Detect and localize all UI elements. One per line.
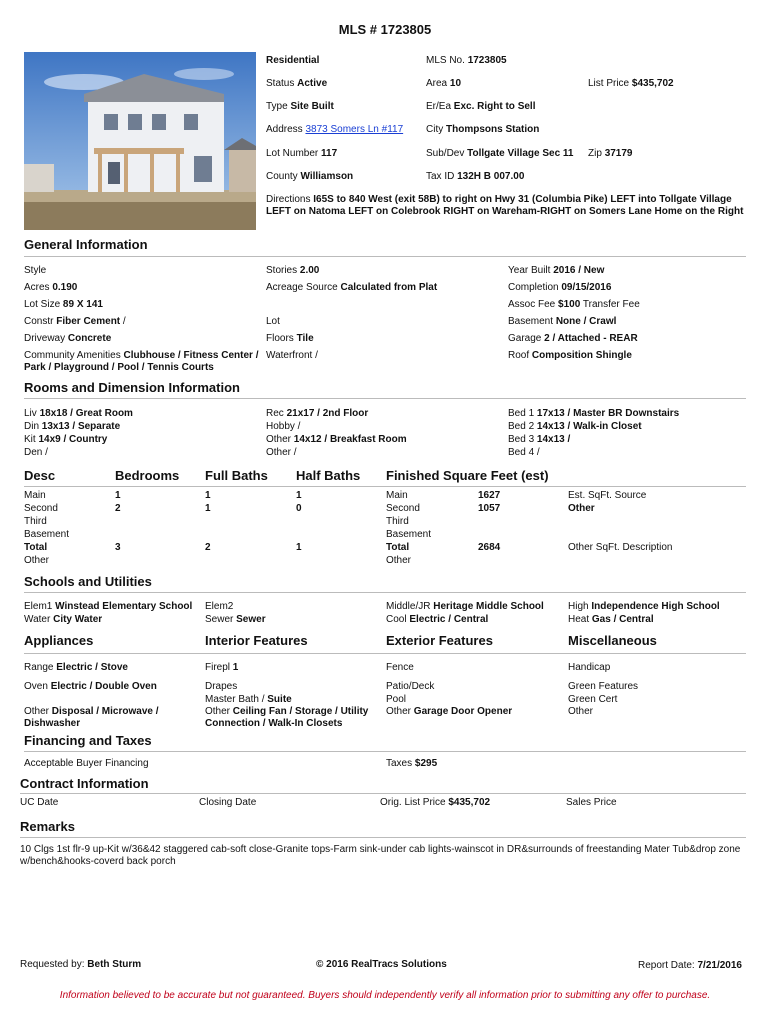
elem1 (24, 601, 192, 612)
bed2-label: Bed 2 (508, 421, 535, 432)
room-bed1 (508, 408, 679, 419)
other-label: Other (266, 434, 292, 445)
acres (24, 282, 77, 293)
area-value: 10 (449, 78, 462, 89)
room-liv (24, 408, 133, 419)
assoc-fee (508, 299, 640, 310)
hobby-label: Hobby (266, 421, 295, 432)
general-rule (24, 256, 746, 257)
oven-label: Oven (24, 681, 48, 692)
page-title: MLS # 1723805 (338, 22, 432, 37)
other-ext-label: Other (386, 706, 412, 717)
address-label: Address (266, 124, 303, 135)
other2-label: Other (266, 447, 292, 458)
address-link[interactable]: 3873 Somers Ln #117 (305, 124, 404, 135)
misc-heading: Miscellaneous (568, 633, 657, 648)
pool-label: Pool (386, 694, 407, 705)
uc-date-label: UC Date (20, 797, 59, 808)
city-value: Thompsons Station (446, 124, 540, 135)
lot-number (266, 148, 337, 159)
other-misc-label: Other (568, 706, 594, 717)
list-price (588, 78, 674, 89)
remarks-heading: Remarks (20, 819, 75, 834)
bath-cell-desc: Second (24, 503, 58, 514)
basement-label: Basement (508, 316, 554, 327)
other-exterior (386, 706, 512, 717)
water (24, 614, 102, 625)
interior-heading: Interior Features (205, 633, 308, 648)
subdev-value: Tollgate Village Sec 11 (467, 148, 574, 159)
erea (426, 101, 535, 112)
city (426, 124, 539, 135)
zip-label: Zip (588, 148, 602, 159)
other-app-value: Disposal / Microwave / Dishwasher (24, 706, 159, 729)
bath-cell-sqft-label: Basement (386, 529, 432, 540)
zip-value: 37179 (604, 148, 633, 159)
lot-size-label: Lot Size (24, 299, 61, 310)
directions-label: Directions (266, 194, 311, 205)
bath-cell-half: 1 (296, 542, 302, 553)
roof (508, 350, 632, 361)
report-date-value: 7/21/2016 (697, 960, 742, 971)
elem2-label: Elem2 (205, 601, 234, 612)
lot-number-label: Lot Number (266, 148, 319, 159)
room-other2: Other / (266, 447, 297, 458)
constr-value: Fiber Cement (56, 316, 121, 327)
room-kit (24, 434, 107, 445)
col-finished-sqft: Finished Square Feet (est) (386, 468, 549, 483)
remarks-rule (20, 837, 746, 838)
driveway-value: Concrete (67, 333, 112, 344)
col-bedrooms: Bedrooms (115, 468, 180, 483)
other-sqft-desc-label: Other SqFt. Description (568, 542, 673, 553)
garage-label: Garage (508, 333, 542, 344)
bath-cell-sqft-label: Third (386, 516, 409, 527)
appliances-heading: Appliances (24, 633, 94, 648)
orig-price-value: $435,702 (448, 797, 491, 808)
bath-cell-half: 0 (296, 503, 302, 514)
list-price-value: $435,702 (631, 78, 674, 89)
bath-cell-sqft: 2684 (478, 542, 501, 553)
bath-cell-full: 1 (205, 490, 211, 501)
room-den: Den / (24, 447, 48, 458)
bath-cell-full: 2 (205, 542, 211, 553)
requested-value: Beth Sturm (87, 959, 142, 970)
mls-no-value: 1723805 (467, 55, 507, 66)
taxid-value: 132H B 007.00 (457, 171, 525, 182)
acreage-source-label: Acreage Source (266, 282, 338, 293)
din-label: Din (24, 421, 40, 432)
patio-label: Patio/Deck (386, 681, 435, 692)
kit-value: 14x9 / Country (38, 434, 108, 445)
oven-value: Electric / Double Oven (50, 681, 157, 692)
directions (266, 194, 744, 217)
taxes-label: Taxes (386, 758, 413, 769)
middle-value: Heritage Middle School (433, 601, 544, 612)
garage (508, 333, 638, 344)
status-value: Active (297, 78, 328, 89)
heat-value: Gas / Central (591, 614, 654, 625)
est-source-value: Other (568, 503, 595, 514)
year-built (508, 265, 604, 276)
county-value: Williamson (300, 171, 354, 182)
erea-value: Exc. Right to Sell (453, 101, 536, 112)
list-price-label: List Price (588, 78, 630, 89)
stories (266, 265, 319, 276)
style-label: Style (24, 265, 47, 276)
bath-cell-sqft-label: Total (386, 542, 410, 553)
sewer-label: Sewer (205, 614, 234, 625)
subdev-label: Sub/Dev (426, 148, 465, 159)
floors-value: Tile (296, 333, 314, 344)
schools-heading: Schools and Utilities (24, 574, 152, 589)
bath-cell-bedrooms: 1 (115, 490, 121, 501)
schools-rule (24, 592, 746, 593)
bath-cell-sqft: 1057 (478, 503, 501, 514)
lot-label: Lot (266, 316, 280, 327)
taxid (426, 171, 524, 182)
water-value: City Water (53, 614, 103, 625)
acreage-source (266, 282, 437, 293)
bath-cell-desc: Basement (24, 529, 70, 540)
heat (568, 614, 654, 625)
taxid-label: Tax ID (426, 171, 455, 182)
type (266, 101, 334, 112)
lot-size (24, 299, 103, 310)
sales-price-label: Sales Price (566, 797, 617, 808)
bed1-label: Bed 1 (508, 408, 535, 419)
bath-cell-sqft-label: Second (386, 503, 420, 514)
bath-cell-sqft: 1627 (478, 490, 501, 501)
other-ext-value: Garage Door Opener (413, 706, 513, 717)
room-hobby: Hobby / (266, 421, 301, 432)
basement-value: None / Crawl (555, 316, 617, 327)
green-cert-label: Green Cert (568, 694, 618, 705)
erea-label: Er/Ea (426, 101, 452, 112)
range-value: Electric / Stove (56, 662, 128, 673)
bath-cell-desc: Third (24, 516, 47, 527)
taxes (386, 758, 437, 769)
fence-label: Fence (386, 662, 414, 673)
orig-list-price (380, 797, 490, 808)
room-rec (266, 408, 368, 419)
bath-cell-sqft-label: Main (386, 490, 408, 501)
bed1-value: 17x13 / Master BR Downstairs (536, 408, 680, 419)
handicap-label: Handicap (568, 662, 611, 673)
county-label: County (266, 171, 298, 182)
col-full-baths: Full Baths (205, 468, 268, 483)
water-label: Water (24, 614, 51, 625)
area-label: Area (426, 78, 448, 89)
requested-label: Requested by: (20, 959, 85, 970)
rooms-heading: Rooms and Dimension Information (24, 380, 240, 395)
heat-label: Heat (568, 614, 590, 625)
middle (386, 601, 544, 612)
waterfront: Waterfront / (266, 350, 318, 361)
col-half-baths: Half Baths (296, 468, 361, 483)
high (568, 601, 720, 612)
rooms-rule (24, 398, 746, 399)
contract-rule (20, 793, 746, 794)
drapes-label: Drapes (205, 681, 238, 692)
city-label: City (426, 124, 444, 135)
bath-cell-half: 1 (296, 490, 302, 501)
master-bath-value: Suite (267, 694, 292, 705)
closing-date-label: Closing Date (199, 797, 257, 808)
bath-cell-desc: Other (24, 555, 50, 566)
rec-label: Rec (266, 408, 284, 419)
report-date-label: Report Date: (638, 960, 695, 971)
lot-size-value: 89 X 141 (62, 299, 103, 310)
bath-cell-desc: Total (24, 542, 48, 553)
orig-price-label: Orig. List Price (380, 797, 446, 808)
col-desc: Desc (24, 468, 56, 483)
room-bed4: Bed 4 / (508, 447, 540, 458)
transfer-fee-label: Transfer Fee (582, 299, 640, 310)
area (426, 78, 461, 89)
sewer-value: Sewer (236, 614, 266, 625)
remarks-text: 10 Clgs 1st flr-9 up-Kit w/36&42 staggered cab-soft close-Granite tops-Farm sink-under cab lights-wainscot in DR&surrounds of freestanding Mater Tub&drop zone w/bench&hooks-coverd back porch (20, 844, 741, 867)
floors-label: Floors (266, 333, 294, 344)
year-built-label: Year Built (508, 265, 551, 276)
features-rule (24, 653, 746, 654)
other-interior (205, 706, 383, 729)
property-type: Residential (266, 55, 320, 66)
driveway-label: Driveway (24, 333, 66, 344)
cool-value: Electric / Central (409, 614, 489, 625)
waterfront-label: Waterfront (266, 350, 313, 361)
amenities-value: Clubhouse / Fitness Center / Park / Playground / Pool / Tennis Courts (24, 350, 259, 373)
year-built-value: 2016 / New (553, 265, 605, 276)
bed3-value: 14x13 / (536, 434, 571, 445)
constr: Constr Fiber Cement / (24, 316, 126, 327)
copyright: © 2016 RealTracs Solutions (316, 959, 447, 970)
master-bath-label: Master Bath (205, 694, 259, 705)
type-value: Site Built (290, 101, 334, 112)
completion-value: 09/15/2016 (561, 282, 612, 293)
middle-label: Middle/JR (386, 601, 431, 612)
address (266, 124, 403, 135)
other-app-label: Other (24, 706, 50, 717)
bath-cell-sqft-label: Other (386, 555, 412, 566)
range-label: Range (24, 662, 54, 673)
amenities (24, 350, 260, 373)
room-bed2 (508, 421, 642, 432)
acres-value: 0.190 (52, 282, 78, 293)
report-date (638, 960, 742, 971)
other-appliances (24, 706, 194, 729)
status-label: Status (266, 78, 295, 89)
bed4-label: Bed 4 (508, 447, 535, 458)
bed3-label: Bed 3 (508, 434, 535, 445)
zip (588, 148, 633, 159)
completion-label: Completion (508, 282, 559, 293)
firepl-label: Firepl (205, 662, 231, 673)
room-bed3 (508, 434, 570, 445)
constr-label: Constr (24, 316, 54, 327)
floors (266, 333, 314, 344)
elem1-label: Elem1 (24, 601, 53, 612)
liv-value: 18x18 / Great Room (39, 408, 133, 419)
rec-value: 21x17 / 2nd Floor (286, 408, 369, 419)
requested-by (20, 959, 141, 970)
den-label: Den (24, 447, 43, 458)
status (266, 78, 327, 89)
garage-value: 2 / Attached - REAR (544, 333, 638, 344)
oven (24, 681, 157, 692)
contract-heading: Contract Information (20, 776, 149, 791)
firepl (205, 662, 238, 673)
liv-label: Liv (24, 408, 37, 419)
stories-label: Stories (266, 265, 298, 276)
din-value: 13x13 / Separate (41, 421, 121, 432)
other-int-value: Ceiling Fan / Storage / Utility Connection / Walk-In Closets (205, 706, 369, 729)
directions-value: I65S to 840 West (exit 58B) to right on Hwy 31 (Columbia Pike) LEFT into Tollgate Village LEFT on Natoma LEFT on Colebrook RIGHT on Wareham-RIGHT on Somers Lane Home on the Right (266, 194, 744, 217)
green-features-label: Green Features (568, 681, 639, 692)
cool (386, 614, 488, 625)
financing-heading: Financing and Taxes (24, 733, 152, 748)
general-heading: General Information (24, 237, 148, 252)
type-label: Type (266, 101, 288, 112)
acreage-source-value: Calculated from Plat (340, 282, 438, 293)
sewer (205, 614, 266, 625)
bath-cell-bedrooms: 3 (115, 542, 121, 553)
roof-label: Roof (508, 350, 530, 361)
property-photo (24, 52, 256, 230)
mls-no-label: MLS No. (426, 55, 465, 66)
amenities-label: Community Amenities (24, 350, 121, 361)
room-din (24, 421, 120, 432)
county (266, 171, 353, 182)
financing-rule (24, 751, 746, 752)
stories-value: 2.00 (299, 265, 320, 276)
other-int-label: Other (205, 706, 231, 717)
bath-cell-full: 1 (205, 503, 211, 514)
bath-cell-desc: Main (24, 490, 46, 501)
other-value: 14x12 / Breakfast Room (293, 434, 407, 445)
bath-cell-bedrooms: 2 (115, 503, 121, 514)
basement (508, 316, 616, 327)
driveway (24, 333, 111, 344)
firepl-value: 1 (232, 662, 239, 673)
cool-label: Cool (386, 614, 407, 625)
acceptable-financing-label: Acceptable Buyer Financing (24, 758, 149, 769)
subdev (426, 148, 574, 159)
range (24, 662, 128, 673)
lot-number-value: 117 (321, 148, 338, 159)
acres-label: Acres (24, 282, 50, 293)
completion (508, 282, 611, 293)
high-label: High (568, 601, 589, 612)
baths-rule (24, 486, 746, 487)
kit-label: Kit (24, 434, 36, 445)
taxes-value: $295 (414, 758, 438, 769)
bed2-value: 14x13 / Walk-in Closet (536, 421, 642, 432)
roof-value: Composition Shingle (531, 350, 632, 361)
mls-no (426, 55, 507, 66)
high-value: Independence High School (591, 601, 720, 612)
disclaimer: Information believed to be accurate but not guaranteed. Buyers should independently verify all information prior to submitting any offer to purchase. (59, 990, 711, 1001)
est-source-label: Est. SqFt. Source (568, 490, 647, 501)
room-other (266, 434, 407, 445)
assoc-fee-value: $100 (558, 299, 581, 310)
exterior-heading: Exterior Features (386, 633, 493, 648)
master-bath: Master Bath / Suite (205, 694, 292, 705)
assoc-fee-label: Assoc Fee (508, 299, 556, 310)
elem1-value: Winstead Elementary School (55, 601, 193, 612)
